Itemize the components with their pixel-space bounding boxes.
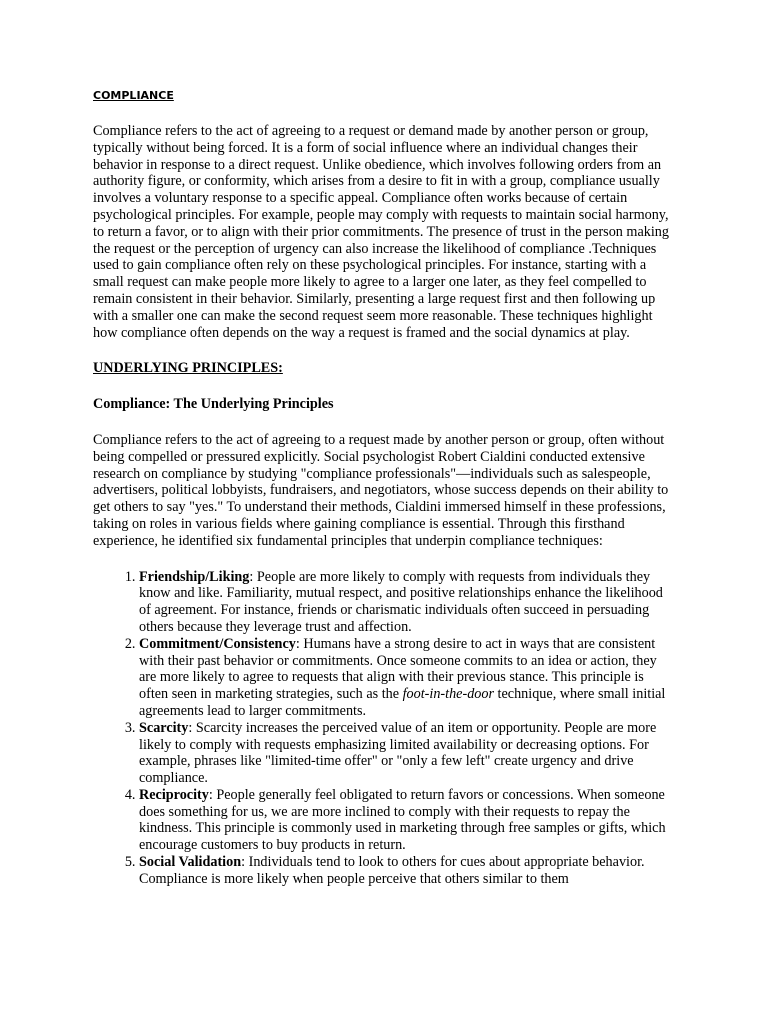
principle-text: : People are more likely to comply with requests from individuals they know and like. Familiarity, mutual respect, and positive relationships enhance the likelihood of agreement. For instance, friends or charismatic individuals often succeed in persuading others because they leverage trust and affection. (139, 568, 663, 635)
principle-term: Social Validation (139, 854, 242, 871)
principle-term: Friendship/Liking (139, 568, 250, 585)
document-title: COMPLIANCE (93, 89, 174, 102)
principle-term: Commitment/Consistency (139, 635, 296, 652)
document-page (93, 88, 676, 888)
list-item-friendship (139, 569, 676, 636)
principle-text: : Individuals tend to look to others for cues about appropriate behavior. Compliance is more likely when people perceive that others similar to them (139, 854, 645, 887)
body-paragraph: Compliance refers to the act of agreeing to a request made by another person or group, often without being compelled or pressured explicitly. Social psychologist Robert Cialdini conducted extensive research on compliance by studying "compliance professionals"—individuals such as salespeople, advertisers, political lobbyists, fundraisers, and negotiators, whose success depends on their ability to get others to say "yes." To understand their methods, Cialdini immersed himself in these professions, taking on roles in various fields where gaining compliance is essential. Through this firsthand experience, he identified six fundamental principles that underpin compliance techniques: (93, 431, 669, 549)
principle-italic-term: foot-in-the-door (402, 686, 494, 703)
principle-text-after: technique, where small initial agreements lead to larger commitments. (139, 686, 666, 719)
principle-term: Scarcity (139, 719, 189, 736)
principle-term: Reciprocity (139, 786, 209, 803)
list-item-social-validation (139, 854, 676, 888)
list-item-reciprocity (139, 787, 676, 854)
list-item-scarcity (139, 720, 676, 787)
principle-text: : Humans have a strong desire to act in ways that are consistent with their past behavior or commitments. Once someone commits to an idea or action, they are more likely to agree to requests that align with their previous stance. This principle is often seen in marketing strategies, such as the (139, 635, 657, 703)
intro-paragraph: Compliance refers to the act of agreeing to a request or demand made by another person or group, typically without being forced. It is a form of social influence where an individual changes their behavior in response to a direct request. Unlike obedience, which involves following orders from an authority figure, or conformity, which arises from a desire to fit in with a group, compliance usually involves a voluntary response to a specific appeal. Compliance often works because of certain psychological principles. For example, people may comply with requests to maintain social harmony, to return a favor, or to align with their prior commitments. The presence of trust in the person making the request or the perception of urgency can also increase the likelihood of compliance .Techniques used to gain compliance often rely on these psychological principles. For instance, starting with a small request can make people more likely to agree to a larger one later, as they feel compelled to remain consistent in their behavior. Similarly, presenting a large request first and then following up with a smaller one can make the second request seem more reasonable. These techniques highlight how compliance often depends on the way a request is framed and the social dynamics at play. (93, 123, 669, 341)
section-heading: UNDERLYING PRINCIPLES: (93, 360, 283, 377)
principle-text: : People generally feel obligated to return favors or concessions. When someone does something for us, we are more inclined to comply with their requests to repay the kindness. This principle is commonly used in marketing through free samples or gifts, which encourage customers to buy products in return. (139, 786, 666, 854)
list-item-commitment (139, 636, 676, 720)
principles-list (93, 569, 676, 888)
subheading: Compliance: The Underlying Principles (93, 396, 334, 413)
principle-text: : Scarcity increases the perceived value of an item or opportunity. People are more likely to comply with requests emphasizing limited availability or decreasing options. For example, phrases like "limited-time offer" or "only a few left" create urgency and drive compliance. (139, 719, 657, 787)
